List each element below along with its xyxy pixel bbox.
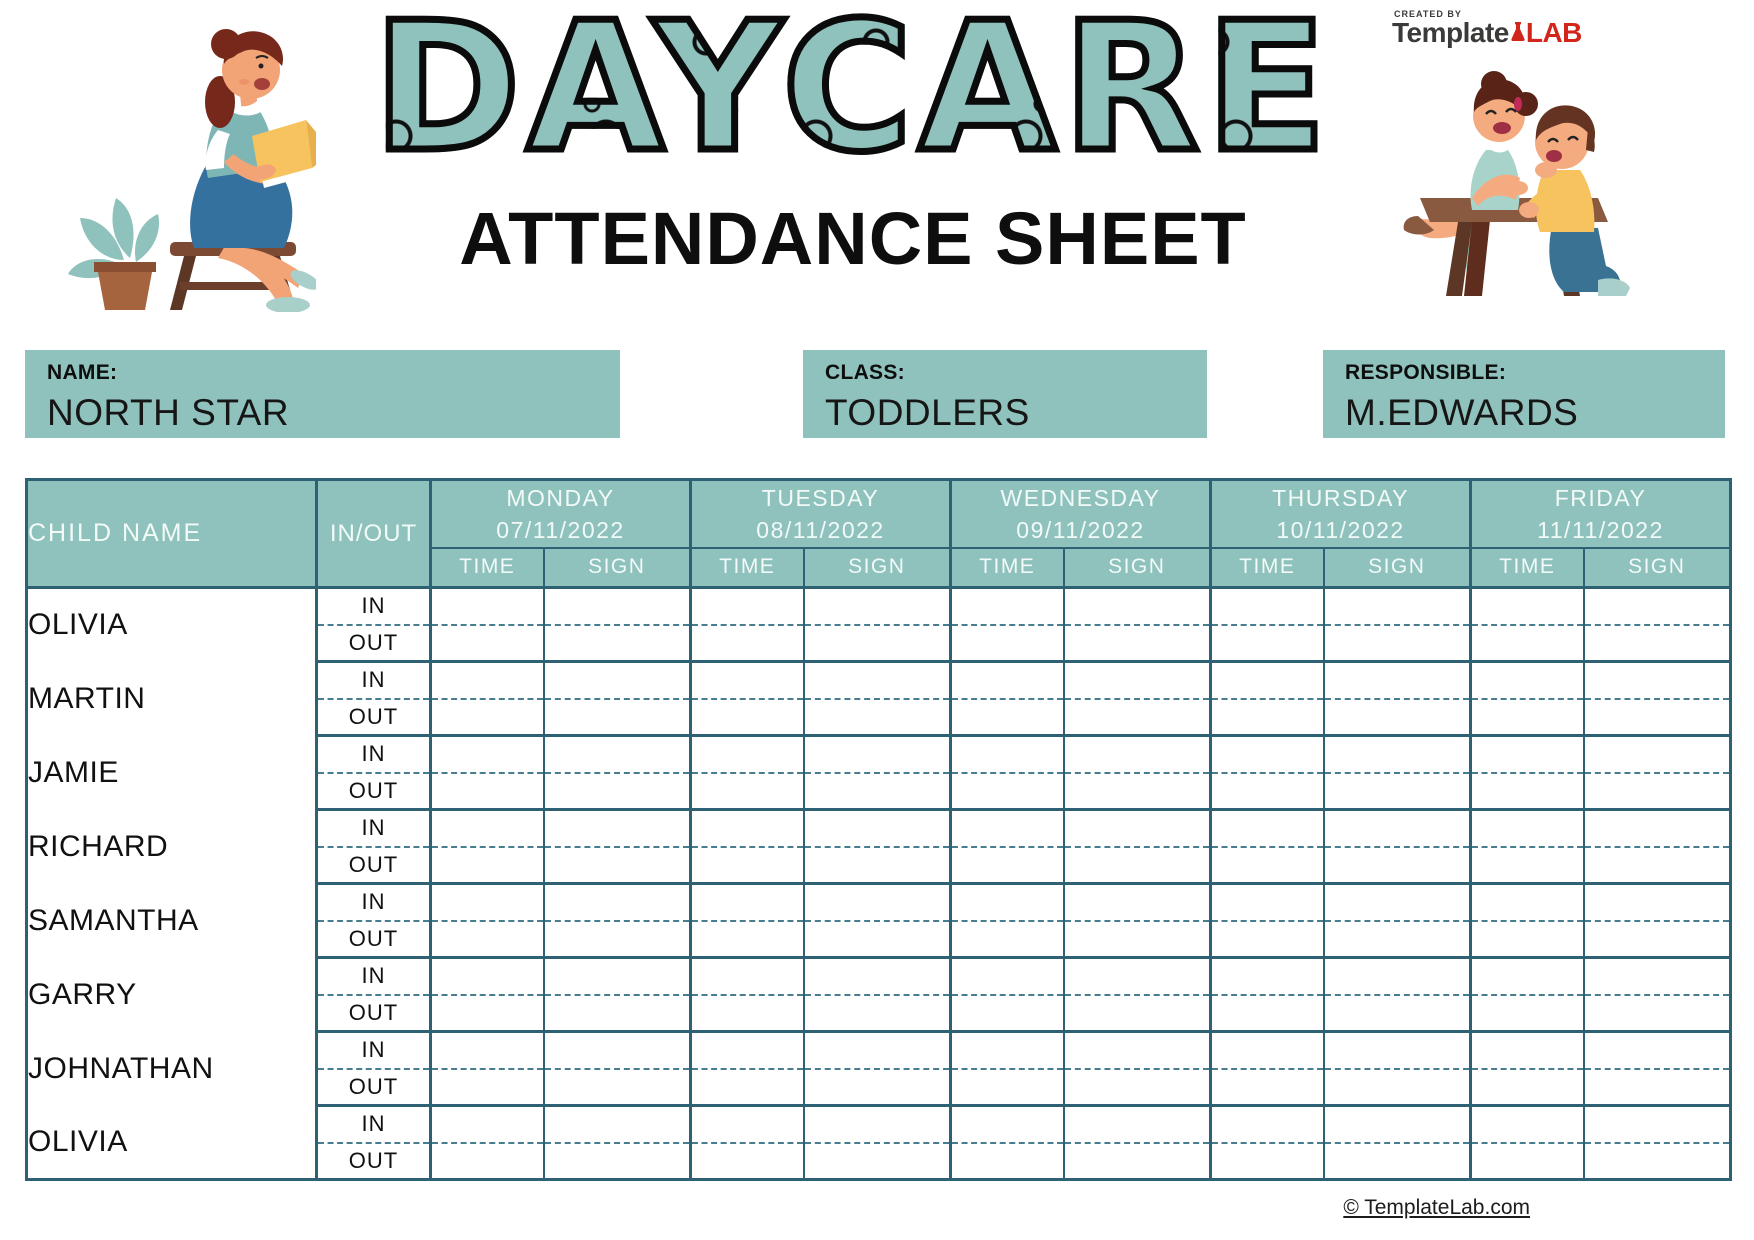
time-cell[interactable] (1471, 625, 1584, 662)
footer (0, 1196, 1530, 1220)
time-cell[interactable] (691, 958, 804, 995)
sign-cell[interactable] (804, 736, 951, 773)
time-cell[interactable] (1211, 588, 1324, 625)
responsible-label: RESPONSIBLE: (1345, 361, 1507, 384)
child-name-cell: GARRY (27, 958, 317, 1032)
sign-cell[interactable] (1064, 699, 1211, 736)
time-header: TIME (431, 548, 544, 588)
templatelab-logo (1392, 9, 1582, 48)
page-title: DAYCARE (338, 8, 1368, 173)
sign-cell[interactable] (1584, 625, 1731, 662)
sign-header: SIGN (1064, 548, 1211, 588)
sign-cell[interactable] (1584, 958, 1731, 995)
time-cell[interactable] (691, 773, 804, 810)
time-cell[interactable] (691, 588, 804, 625)
in-label: IN (317, 662, 431, 699)
sign-cell[interactable] (1064, 921, 1211, 958)
time-cell[interactable] (691, 699, 804, 736)
time-cell[interactable] (1471, 588, 1584, 625)
time-cell[interactable] (951, 921, 1064, 958)
time-cell[interactable] (951, 625, 1064, 662)
in-label: IN (317, 736, 431, 773)
time-cell[interactable] (1211, 1032, 1324, 1069)
time-cell[interactable] (1211, 662, 1324, 699)
sign-cell[interactable] (1064, 588, 1211, 625)
time-cell[interactable] (951, 588, 1064, 625)
sign-cell[interactable] (1584, 847, 1731, 884)
attendance-table (25, 478, 1732, 1181)
sign-cell[interactable] (544, 995, 691, 1032)
sign-cell[interactable] (1324, 773, 1471, 810)
child-row-in (27, 588, 1731, 625)
time-cell[interactable] (1471, 847, 1584, 884)
time-cell[interactable] (431, 1032, 544, 1069)
sign-cell[interactable] (804, 1032, 951, 1069)
time-cell[interactable] (951, 773, 1064, 810)
sign-cell[interactable] (804, 1106, 951, 1143)
sign-cell[interactable] (1064, 995, 1211, 1032)
sign-cell[interactable] (1324, 699, 1471, 736)
sign-cell[interactable] (544, 773, 691, 810)
sign-cell[interactable] (1064, 625, 1211, 662)
day-header-friday: FRIDAY 11/11/2022 (1471, 480, 1731, 548)
sign-cell[interactable] (1324, 625, 1471, 662)
time-cell[interactable] (1471, 773, 1584, 810)
sign-cell[interactable] (544, 847, 691, 884)
time-cell[interactable] (1471, 662, 1584, 699)
child-name-cell: RICHARD (27, 810, 317, 884)
out-label: OUT (317, 773, 431, 810)
sign-cell[interactable] (804, 662, 951, 699)
time-cell[interactable] (1211, 810, 1324, 847)
sign-header: SIGN (544, 548, 691, 588)
time-cell[interactable] (951, 662, 1064, 699)
sign-cell[interactable] (1064, 662, 1211, 699)
time-cell[interactable] (1471, 1032, 1584, 1069)
time-cell[interactable] (1211, 995, 1324, 1032)
sign-cell[interactable] (1584, 588, 1731, 625)
sign-cell[interactable] (1324, 1143, 1471, 1180)
time-cell[interactable] (691, 1106, 804, 1143)
footer-link[interactable]: © TemplateLab.com (1343, 1196, 1530, 1219)
plant-icon (68, 198, 159, 310)
sign-cell[interactable] (544, 1069, 691, 1106)
sign-cell[interactable] (804, 1069, 951, 1106)
logo-text-template: Template (1392, 17, 1509, 48)
teacher-legs (218, 244, 316, 312)
child-row-in (27, 736, 1731, 773)
time-cell[interactable] (691, 1069, 804, 1106)
sign-cell[interactable] (1064, 1032, 1211, 1069)
time-cell[interactable] (691, 1143, 804, 1180)
out-label: OUT (317, 1143, 431, 1180)
sign-cell[interactable] (1324, 1069, 1471, 1106)
time-cell[interactable] (1211, 847, 1324, 884)
sign-cell[interactable] (1324, 847, 1471, 884)
time-cell[interactable] (951, 736, 1064, 773)
time-cell[interactable] (1471, 736, 1584, 773)
child-row-in (27, 884, 1731, 921)
in-label: IN (317, 958, 431, 995)
sign-cell[interactable] (1324, 884, 1471, 921)
time-cell[interactable] (1211, 625, 1324, 662)
sign-cell[interactable] (1064, 884, 1211, 921)
page-subtitle: ATTENDANCE SHEET (459, 197, 1247, 280)
time-cell[interactable] (431, 773, 544, 810)
sign-cell[interactable] (804, 1143, 951, 1180)
sign-cell[interactable] (1584, 1069, 1731, 1106)
sign-cell[interactable] (1064, 1143, 1211, 1180)
time-cell[interactable] (431, 662, 544, 699)
out-label: OUT (317, 921, 431, 958)
sign-cell[interactable] (1324, 921, 1471, 958)
time-cell[interactable] (951, 995, 1064, 1032)
sign-cell[interactable] (1324, 736, 1471, 773)
sign-cell[interactable] (544, 1106, 691, 1143)
time-header: TIME (1471, 548, 1584, 588)
logo-text-lab: LAB (1525, 17, 1582, 48)
in-label: IN (317, 884, 431, 921)
time-cell[interactable] (951, 1032, 1064, 1069)
class-value: TODDLERS (825, 392, 1030, 433)
sign-cell[interactable] (544, 958, 691, 995)
out-label: OUT (317, 995, 431, 1032)
flask-icon (1511, 22, 1525, 42)
child-row-in (27, 1106, 1731, 1143)
child-name-cell: OLIVIA (27, 1106, 317, 1180)
in-out-header: IN/OUT (317, 480, 431, 588)
time-cell[interactable] (951, 958, 1064, 995)
sign-cell[interactable] (1324, 1106, 1471, 1143)
time-cell[interactable] (1471, 921, 1584, 958)
sign-cell[interactable] (544, 662, 691, 699)
time-cell[interactable] (431, 588, 544, 625)
child-name-cell: SAMANTHA (27, 884, 317, 958)
time-cell[interactable] (951, 884, 1064, 921)
sign-cell[interactable] (544, 625, 691, 662)
time-cell[interactable] (431, 1143, 544, 1180)
child-name-cell: OLIVIA (27, 588, 317, 662)
sign-cell[interactable] (1584, 995, 1731, 1032)
time-cell[interactable] (691, 921, 804, 958)
out-label: OUT (317, 699, 431, 736)
time-cell[interactable] (951, 810, 1064, 847)
sign-cell[interactable] (544, 1032, 691, 1069)
name-label: NAME: (47, 361, 118, 384)
time-cell[interactable] (1471, 1106, 1584, 1143)
sign-cell[interactable] (1324, 662, 1471, 699)
time-cell[interactable] (1211, 773, 1324, 810)
sign-cell[interactable] (1584, 699, 1731, 736)
sign-cell[interactable] (1584, 773, 1731, 810)
class-box (803, 350, 1207, 438)
sign-header: SIGN (804, 548, 951, 588)
time-cell[interactable] (1471, 1069, 1584, 1106)
time-cell[interactable] (1211, 1069, 1324, 1106)
sign-cell[interactable] (1064, 736, 1211, 773)
sign-cell[interactable] (1584, 1143, 1731, 1180)
sign-cell[interactable] (544, 588, 691, 625)
sign-header: SIGN (1584, 548, 1731, 588)
sign-cell[interactable] (1064, 773, 1211, 810)
boy (1519, 105, 1630, 296)
day-header-wednesday: WEDNESDAY 09/11/2022 (951, 480, 1211, 548)
sign-cell[interactable] (804, 588, 951, 625)
sign-cell[interactable] (1064, 1069, 1211, 1106)
sign-cell[interactable] (544, 884, 691, 921)
time-cell[interactable] (1211, 921, 1324, 958)
sign-cell[interactable] (544, 699, 691, 736)
sign-cell[interactable] (544, 736, 691, 773)
two-kids-on-bench-illustration (1402, 58, 1657, 300)
sign-cell[interactable] (544, 810, 691, 847)
time-cell[interactable] (431, 1106, 544, 1143)
time-cell[interactable] (431, 810, 544, 847)
sign-cell[interactable] (1584, 662, 1731, 699)
time-cell[interactable] (1471, 995, 1584, 1032)
sign-cell[interactable] (1584, 921, 1731, 958)
out-label: OUT (317, 625, 431, 662)
sign-cell[interactable] (1064, 1106, 1211, 1143)
girl (1471, 71, 1538, 210)
sign-cell[interactable] (804, 773, 951, 810)
sign-cell[interactable] (1324, 588, 1471, 625)
child-row-in (27, 958, 1731, 995)
child-row-in (27, 662, 1731, 699)
time-header: TIME (1211, 548, 1324, 588)
day-header-monday: MONDAY 07/11/2022 (431, 480, 691, 548)
teacher-reading-illustration (58, 12, 316, 312)
time-cell[interactable] (431, 884, 544, 921)
in-label: IN (317, 1106, 431, 1143)
sign-cell[interactable] (1584, 810, 1731, 847)
time-cell[interactable] (431, 921, 544, 958)
sign-cell[interactable] (544, 1143, 691, 1180)
child-name-cell: JAMIE (27, 736, 317, 810)
time-cell[interactable] (1211, 1106, 1324, 1143)
sign-cell[interactable] (1584, 884, 1731, 921)
sign-cell[interactable] (804, 884, 951, 921)
time-cell[interactable] (1471, 884, 1584, 921)
sign-cell[interactable] (804, 699, 951, 736)
name-value: NORTH STAR (47, 392, 290, 433)
time-cell[interactable] (691, 1032, 804, 1069)
sign-header: SIGN (1324, 548, 1471, 588)
child-name-cell: JOHNATHAN (27, 1032, 317, 1106)
time-cell[interactable] (431, 699, 544, 736)
sign-cell[interactable] (1064, 958, 1211, 995)
time-cell[interactable] (951, 1143, 1064, 1180)
time-cell[interactable] (431, 995, 544, 1032)
sign-cell[interactable] (804, 625, 951, 662)
out-label: OUT (317, 847, 431, 884)
time-cell[interactable] (691, 662, 804, 699)
time-cell[interactable] (691, 736, 804, 773)
time-cell[interactable] (431, 625, 544, 662)
responsible-value: M.EDWARDS (1345, 392, 1579, 433)
time-cell[interactable] (691, 884, 804, 921)
class-label: CLASS: (825, 361, 905, 384)
child-row-in (27, 1032, 1731, 1069)
in-label: IN (317, 1032, 431, 1069)
sign-cell[interactable] (804, 995, 951, 1032)
responsible-box (1323, 350, 1725, 438)
name-box (25, 350, 620, 438)
time-cell[interactable] (691, 847, 804, 884)
time-cell[interactable] (1211, 958, 1324, 995)
time-cell[interactable] (951, 699, 1064, 736)
day-header-tuesday: TUESDAY 08/11/2022 (691, 480, 951, 548)
time-cell[interactable] (951, 1069, 1064, 1106)
time-cell[interactable] (431, 736, 544, 773)
sign-cell[interactable] (1324, 1032, 1471, 1069)
time-cell[interactable] (431, 847, 544, 884)
sign-cell[interactable] (544, 921, 691, 958)
sign-cell[interactable] (1584, 1032, 1731, 1069)
time-cell[interactable] (691, 625, 804, 662)
created-by-label: CREATED BY (1394, 9, 1462, 19)
time-cell[interactable] (1211, 699, 1324, 736)
in-label: IN (317, 588, 431, 625)
time-cell[interactable] (1471, 1143, 1584, 1180)
sign-cell[interactable] (1324, 810, 1471, 847)
sign-cell[interactable] (1064, 847, 1211, 884)
time-cell[interactable] (1471, 699, 1584, 736)
child-name-header: CHILD NAME (27, 480, 317, 588)
time-cell[interactable] (1471, 958, 1584, 995)
sign-cell[interactable] (1324, 958, 1471, 995)
in-label: IN (317, 810, 431, 847)
sign-cell[interactable] (1584, 1106, 1731, 1143)
time-header: TIME (951, 548, 1064, 588)
time-cell[interactable] (691, 810, 804, 847)
child-row-in (27, 810, 1731, 847)
out-label: OUT (317, 1069, 431, 1106)
sign-cell[interactable] (804, 847, 951, 884)
sign-cell[interactable] (1584, 736, 1731, 773)
sign-cell[interactable] (1064, 810, 1211, 847)
day-header-thursday: THURSDAY 10/11/2022 (1211, 480, 1471, 548)
time-cell[interactable] (1211, 1143, 1324, 1180)
time-cell[interactable] (431, 958, 544, 995)
time-header: TIME (691, 548, 804, 588)
sign-cell[interactable] (1324, 995, 1471, 1032)
time-cell[interactable] (951, 1106, 1064, 1143)
time-cell[interactable] (1211, 884, 1324, 921)
time-cell[interactable] (951, 847, 1064, 884)
time-cell[interactable] (691, 995, 804, 1032)
sign-cell[interactable] (804, 958, 951, 995)
sign-cell[interactable] (804, 810, 951, 847)
time-cell[interactable] (431, 1069, 544, 1106)
sign-cell[interactable] (804, 921, 951, 958)
child-name-cell: MARTIN (27, 662, 317, 736)
time-cell[interactable] (1211, 736, 1324, 773)
time-cell[interactable] (1471, 810, 1584, 847)
